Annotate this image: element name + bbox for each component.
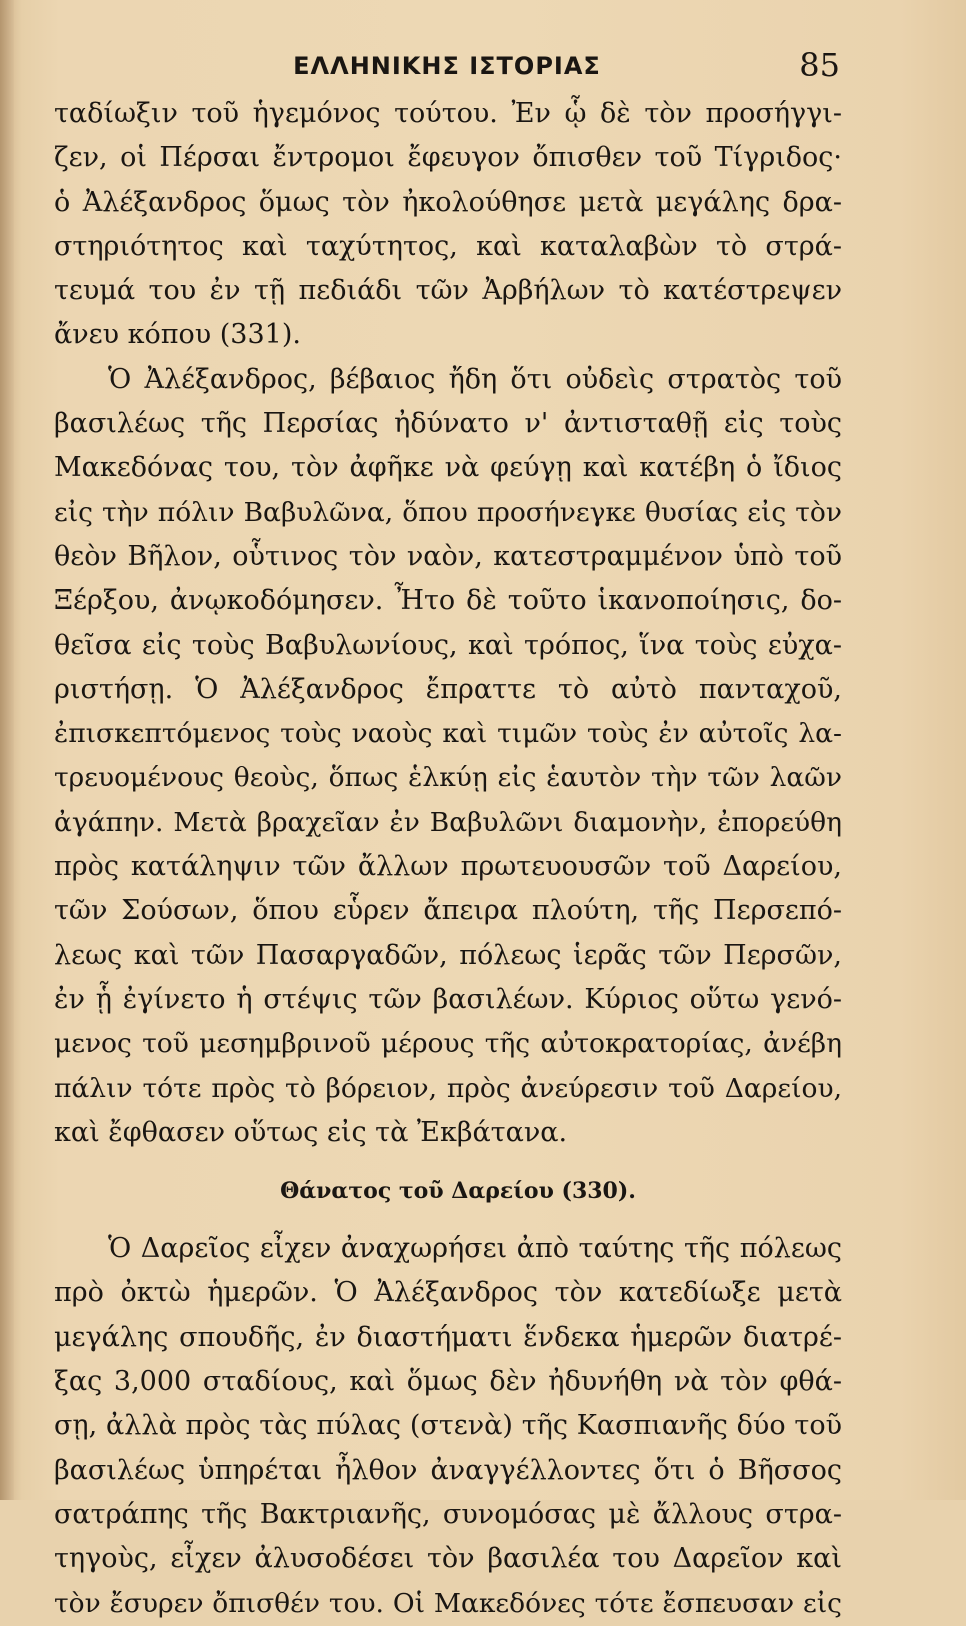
running-title: ΕΛΛΗΝΙΚΗΣ ΙΣΤΟΡΙΑΣ xyxy=(293,52,601,80)
text-line: σατράπης τῆς Βακτριανῆς, συνομόσας μὲ ἄλλους στρα- xyxy=(54,1498,842,1530)
text-line: θεῖσα εἰς τοὺς Βαβυλωνίους, καὶ τρόπος, ἵνα τοὺς εὐχα- xyxy=(54,629,842,661)
text-line: ἄνευ κόπου (331). xyxy=(54,319,301,351)
text-line: θεὸν Βῆλον, οὗτινος τὸν ναὸν, κατεστραμμένον ὑπὸ τοῦ xyxy=(54,540,842,572)
text-line: Ὁ Δαρεῖος εἶχεν ἀναχωρήσει ἀπὸ ταύτης τῆς πόλεως xyxy=(108,1233,842,1265)
text-line: βασιλέως ὑπηρέται ἦλθον ἀναγγέλλοντες ὅτι ὁ Βῆσσος xyxy=(54,1454,842,1486)
text-line: τῶν Σούσων, ὅπου εὗρεν ἄπειρα πλούτη, τῆς Περσεπό- xyxy=(54,895,842,927)
text-line: καὶ ἔφθασεν οὕτως εἰς τὰ Ἐκβάτανα. xyxy=(54,1116,568,1148)
text-line: ταδίωξιν τοῦ ἡγεμόνος τούτου. Ἐν ᾧ δὲ τὸν προσήγγι- xyxy=(54,98,842,129)
text-line: πρὸς κατάληψιν τῶν ἄλλων πρωτευουσῶν τοῦ Δαρείου, xyxy=(54,851,842,883)
page-header xyxy=(54,46,840,86)
page-spine-edge xyxy=(0,0,14,1500)
text-line: Ξέρξου, ἀνῳκοδόμησεν. Ἦτο δὲ τοῦτο ἱκανοποίησις, δο- xyxy=(54,585,842,617)
text-line: ζεν, οἱ Πέρσαι ἔντρομοι ἔφευγον ὄπισθεν τοῦ Τίγριδος· xyxy=(54,142,842,174)
page-number: 85 xyxy=(799,46,840,84)
text-line: τὸν ἔσυρεν ὄπισθέν του. Οἱ Μακεδόνες τότε ἔσπευσαν εἰς xyxy=(54,1587,842,1619)
text-line: εἰς τὴν πόλιν Βαβυλῶνα, ὅπου προσήνεγκε θυσίας εἰς τὸν xyxy=(54,496,842,528)
text-line: Μακεδόνας του, τὸν ἀφῆκε νὰ φεύγῃ καὶ κατέβη ὁ ἴδιος xyxy=(54,452,842,484)
text-line: ἀγάπην. Μετὰ βραχεῖαν ἐν Βαβυλῶνι διαμονὴν, ἐπορεύθη xyxy=(54,806,842,838)
text-line: τρευομένους θεοὺς, ὅπως ἑλκύῃ εἰς ἑαυτὸν τὴν τῶν λαῶν xyxy=(54,762,842,794)
text-line: τευμά του ἐν τῇ πεδιάδι τῶν Ἀρβήλων τὸ κατέστρεψεν xyxy=(54,275,842,307)
text-line: βασιλέως τῆς Περσίας ἠδύνατο ν' ἀντισταθῇ εἰς τοὺς xyxy=(54,408,842,440)
paragraph-1 xyxy=(54,92,842,358)
text-line: πρὸ ὀκτὼ ἡμερῶν. Ὁ Ἀλέξανδρος τὸν κατεδίωξε μετὰ xyxy=(54,1277,842,1309)
text-line: Ὁ Ἀλέξανδρος, βέβαιος ἤδη ὅτι οὐδεὶς στρατὸς τοῦ xyxy=(108,363,842,395)
text-line: μενος τοῦ μεσημβρινοῦ μέρους τῆς αὐτοκρατορίας, ἀνέβη xyxy=(54,1028,842,1060)
text-line: πάλιν τότε πρὸς τὸ βόρειον, πρὸς ἀνεύρεσιν τοῦ Δαρείου, xyxy=(54,1072,842,1104)
paragraph-2 xyxy=(54,358,842,1155)
text-line: ἐν ᾗ ἐγίνετο ἡ στέψις τῶν βασιλέων. Κύριος οὕτω γενό- xyxy=(54,983,842,1015)
text-line: ἐπισκεπτόμενος τοὺς ναοὺς καὶ τιμῶν τοὺς ἐν αὐτοῖς λα- xyxy=(54,718,842,750)
text-line: τηγοὺς, εἶχεν ἀλυσοδέσει τὸν βασιλέα του Δαρεῖον καὶ xyxy=(54,1543,842,1575)
text-line: ὁ Ἀλέξανδρος ὅμως τὸν ἠκολούθησε μετὰ μεγάλης δρα- xyxy=(54,186,842,218)
paragraph-3 xyxy=(54,1227,842,1626)
body-text xyxy=(54,92,842,1626)
text-line: μεγάλης σπουδῆς, ἐν διαστήματι ἕνδεκα ἡμερῶν διατρέ- xyxy=(54,1321,842,1353)
text-line: σῃ, ἀλλὰ πρὸς τὰς πύλας (στενὰ) τῆς Κασπιανῆς δύο τοῦ xyxy=(54,1410,842,1442)
text-line: ριστήσῃ. Ὁ Ἀλέξανδρος ἔπραττε τὸ αὐτὸ πανταχοῦ, xyxy=(54,673,842,705)
text-line: ξας 3,000 σταδίους, καὶ ὅμως δὲν ἠδυνήθη νὰ τὸν φθά- xyxy=(54,1366,842,1398)
text-line: λεως καὶ τῶν Πασαργαδῶν, πόλεως ἱερᾶς τῶν Περσῶν, xyxy=(54,939,842,971)
text-line: στηριότητος καὶ ταχύτητος, καὶ καταλαβὼν τὸ στρά- xyxy=(54,230,842,262)
section-heading: Θάνατος τοῦ Δαρείου (330). xyxy=(280,1178,636,1205)
